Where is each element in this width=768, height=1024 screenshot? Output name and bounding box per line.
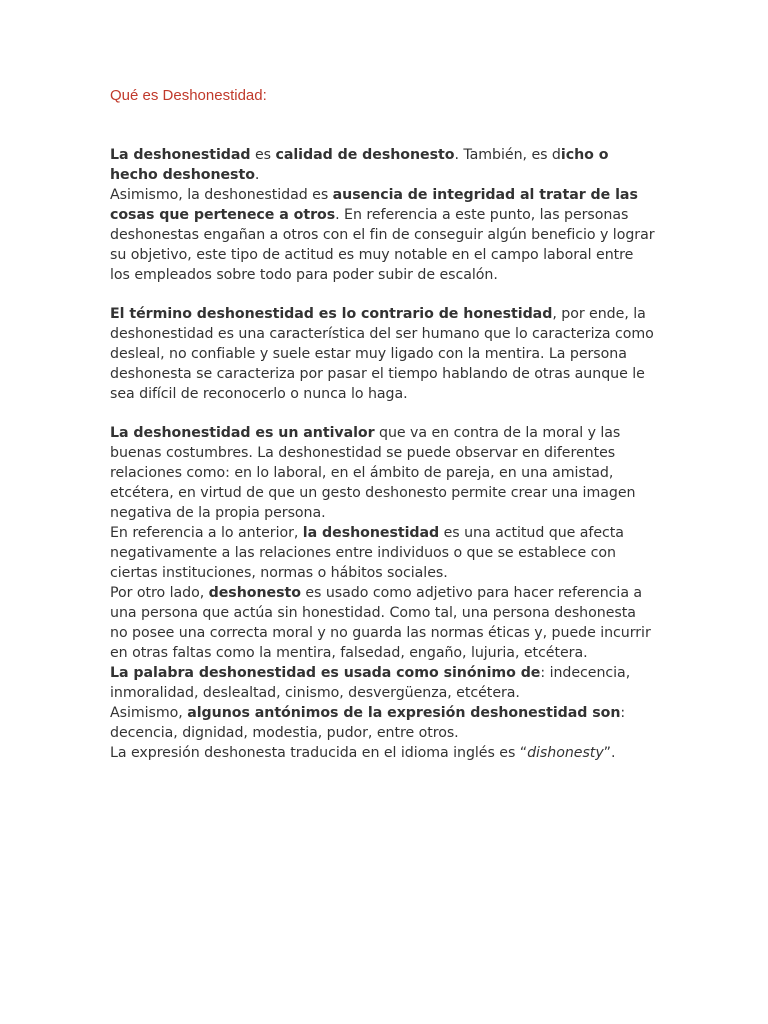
paragraph-synonyms [110, 663, 655, 703]
bold-term: La palabra deshonestidad es usada como sinónimo de [110, 665, 541, 681]
paragraph-relations [110, 523, 655, 583]
bold-term: algunos antónimos de la expresión deshonestidad son [187, 705, 621, 721]
italic-term: dishonesty [527, 745, 604, 761]
paragraph-antivalue [110, 423, 655, 523]
bold-term: deshonesto [208, 585, 301, 601]
text-span: La expresión deshonesta traducida en el idioma inglés es “ [110, 745, 528, 761]
article [110, 86, 655, 763]
paragraph-antonyms [110, 703, 655, 743]
paragraph-integrity [110, 185, 655, 285]
bold-term: La deshonestidad es un antivalor [110, 425, 375, 441]
text-span: que va en contra de la moral y las buenas costumbres. La deshonestidad se puede observar en diferentes relaciones como: en lo laboral, en el ámbito de pareja, en una amistad, etcétera, en virtud de que un gesto deshonesto permite crear una imagen negativa de la propia persona. [110, 425, 636, 521]
paragraph-definition [110, 145, 655, 185]
text-span: es [250, 147, 276, 163]
text-span: Asimismo, la deshonestidad es [110, 187, 333, 203]
text-span: Por otro lado, [110, 585, 209, 601]
text-span: es usado como adjetivo para hacer referencia a una persona que actúa sin honestidad. Como tal, una persona deshonesta no posee una correcta moral y no guarda las normas éticas y, puede incurrir en otras faltas como la mentira, falsedad, engaño, lujuria, etcétera. [110, 585, 651, 661]
bold-term: la deshonestidad [302, 525, 440, 541]
paragraph-adjective [110, 583, 655, 663]
bold-term: icho o hecho deshonesto [110, 147, 609, 183]
bold-term: calidad de deshonesto [275, 147, 455, 163]
text-span: ”. [603, 745, 616, 761]
paragraph-contrary [110, 304, 655, 404]
text-span: , por ende, la deshonestidad es una característica del ser humano que lo caracteriza como desleal, no confiable y suele estar muy ligado con la mentira. La persona deshonesta se caracteriza por pasar el tiempo hablando de otras aunque le sea difícil de reconocerlo o nunca lo haga. [110, 306, 654, 402]
text-span: . También, es d [454, 147, 561, 163]
bold-term: La deshonestidad [110, 147, 251, 163]
text-span: . En referencia a este punto, las personas deshonestas engañan a otros con el fin de conseguir algún beneficio y lograr su objetivo, este tipo de actitud es muy notable en el campo laboral entre los empleados sobre todo para poder subir de escalón. [110, 207, 655, 283]
text-span: En referencia a lo anterior, [110, 525, 303, 541]
text-span: . [254, 167, 260, 183]
text-span: : indecencia, inmoralidad, deslealtad, cinismo, desvergüenza, etcétera. [110, 665, 631, 701]
paragraph-english [110, 743, 655, 763]
text-span: : decencia, dignidad, modestia, pudor, entre otros. [110, 705, 626, 741]
bold-term: El término deshonestidad es lo contrario de honestidad [110, 306, 553, 322]
bold-term: ausencia de integridad al tratar de las cosas que pertenece a otros [110, 187, 638, 223]
page-title: Qué es Deshonestidad: [110, 87, 267, 104]
text-span: Asimismo, [110, 705, 188, 721]
text-span: es una actitud que afecta negativamente a las relaciones entre individuos o que se establece con ciertas instituciones, normas o hábitos sociales. [110, 525, 624, 581]
